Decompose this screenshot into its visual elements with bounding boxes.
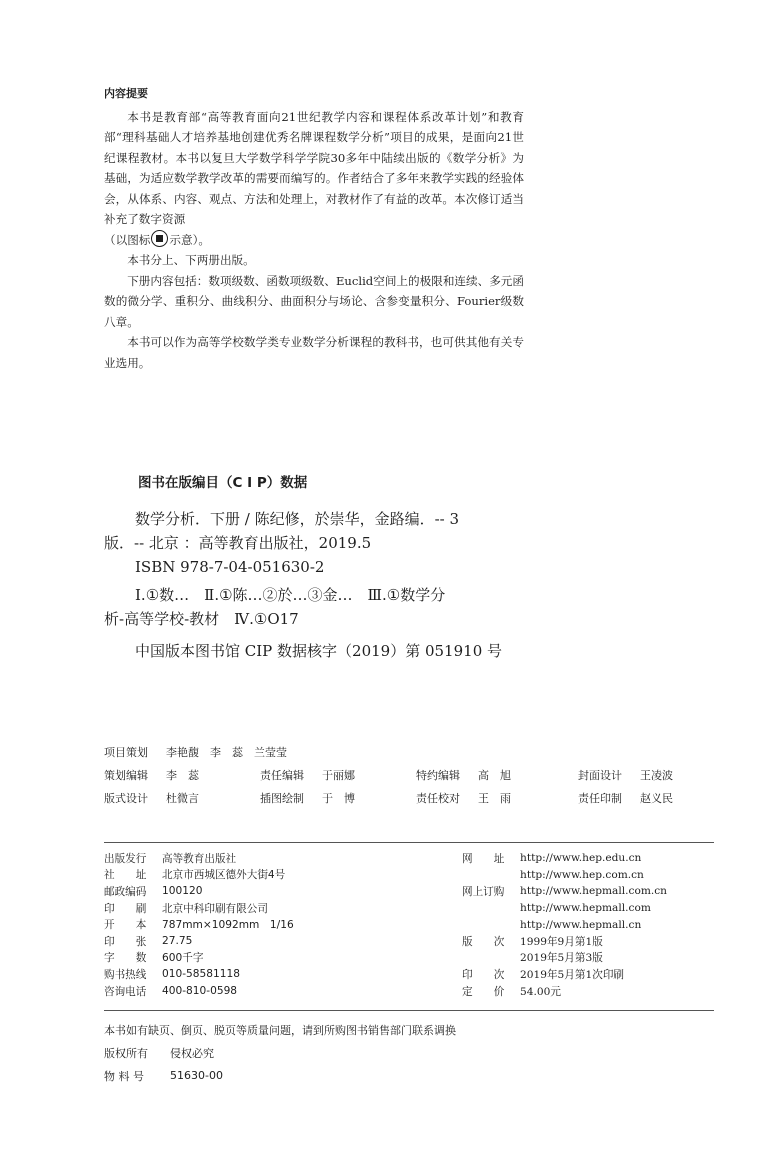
note-row <box>104 1064 456 1087</box>
pub-row <box>104 900 714 917</box>
pub-value: 400-810-0598 <box>162 985 238 998</box>
pub-key: 版 次 <box>462 935 505 948</box>
pub-row <box>104 933 714 950</box>
cip-number <box>104 639 534 663</box>
credit-row <box>104 763 673 786</box>
credit-key: 版式设计 <box>104 791 148 805</box>
pub-value: 787mm×1092mm 1/16 <box>162 919 294 932</box>
summary-paragraph: 本书分上、下两册出版。 <box>127 253 255 267</box>
summary-paragraph: 本书可以作为高等学校数学类专业数学分析课程的教科书，也可供其他有关专业选用。 <box>104 335 524 370</box>
credit-cell <box>260 790 416 806</box>
quality-note: 本书如有缺页、倒页、脱页等质量问题，请到所购图书销售部门联系调换 <box>104 1023 456 1037</box>
cip-line: 析-高等学校-教材 Ⅳ.①O17 <box>104 610 299 628</box>
pub-key: 社 址 <box>104 869 147 882</box>
pub-value: 北京中科印刷有限公司 <box>162 902 268 915</box>
credit-value: 王 雨 <box>478 791 511 805</box>
credits <box>104 740 673 809</box>
credit-key: 责任编辑 <box>260 768 304 782</box>
note-row <box>104 1041 456 1064</box>
pub-key: 邮政编码 <box>104 885 147 898</box>
pub-value: 2019年5月第1次印刷 <box>520 968 625 981</box>
credit-value: 赵义民 <box>640 791 673 805</box>
pub-key: 印 刷 <box>104 902 147 915</box>
pub-row <box>104 850 714 867</box>
pub-value: http://www.hepmall.com.cn <box>520 885 667 898</box>
summary-heading: 内容提要 <box>104 87 148 100</box>
credit-value: 杜微言 <box>166 791 199 805</box>
credit-key: 插图绘制 <box>260 791 304 805</box>
summary-paragraph: 本书是教育部“高等教育面向21世纪教学内容和课程体系改革计划”和教育部“理科基础人才培养基地创建优秀名牌课程数学分析”项目的成果，是面向21世纪课程教材。本书以复旦大学数学科学学院30多年中陆续出版的《数学分析》为基础，为适应数学教学改革的需要而编写的。作者结合了多年来教学实践的经验体会，从体系、内容、观点、方法和处理上，对教材作了有益的改革。本次修订适当补充了数字资源 <box>104 109 524 226</box>
cip-classification <box>104 583 534 631</box>
cip-line: ISBN 978-7-04-051630-2 <box>135 558 325 576</box>
pub-value: 高等教育出版社 <box>162 852 237 865</box>
pub-value: 100120 <box>162 885 203 898</box>
credit-row <box>104 786 673 809</box>
pub-value: http://www.hepmall.cn <box>520 918 642 931</box>
credit-value: 王凌波 <box>640 768 673 782</box>
publication-info <box>104 850 714 999</box>
credit-value: 李艳馥 李 蕊 兰莹莹 <box>166 745 287 759</box>
credit-key: 项目策划 <box>104 745 148 759</box>
credit-value: 李 蕊 <box>166 768 199 782</box>
credit-key: 责任校对 <box>416 791 460 805</box>
credit-key: 特约编辑 <box>416 768 460 782</box>
credit-cell <box>104 790 260 806</box>
credit-cell <box>260 767 416 783</box>
pub-value: 600千字 <box>162 952 204 965</box>
divider <box>104 842 714 843</box>
cip-line: 版．-- 北京 ：高等教育出版社，2019.5 <box>104 534 372 552</box>
pub-key: 网 址 <box>462 852 505 865</box>
pub-row <box>104 983 714 1000</box>
notes <box>104 1018 456 1087</box>
pub-row <box>104 950 714 967</box>
note-value: 51630-00 <box>170 1069 223 1082</box>
cip-title: 图书在版编目（C I P）数据 <box>138 475 308 491</box>
pub-row <box>104 916 714 933</box>
pub-value: 北京市西城区德外大街4号 <box>162 869 286 882</box>
credit-cell <box>416 767 578 783</box>
pub-key: 定 价 <box>462 985 505 998</box>
pub-value: 2019年5月第3版 <box>520 952 603 965</box>
credit-value: 于 博 <box>322 791 355 805</box>
credit-row <box>104 740 673 763</box>
credit-cell <box>578 767 673 783</box>
pub-key: 开 本 <box>104 919 147 932</box>
digital-resource-icon <box>151 230 168 247</box>
cip-line: 数学分析．下册 / 陈纪修，於崇华，金路编．-- 3 <box>135 510 460 528</box>
pub-key: 网上订购 <box>462 885 505 898</box>
pub-value: http://www.hep.edu.cn <box>520 852 642 865</box>
pub-value: 010-58581118 <box>162 968 240 981</box>
cip-line: Ⅰ.①数… Ⅱ.①陈…②於…③金… Ⅲ.①数学分 <box>135 586 446 604</box>
pub-row <box>104 883 714 900</box>
credit-value: 于丽娜 <box>322 768 355 782</box>
divider <box>104 1010 714 1011</box>
cip-line: 中国版本图书馆 CIP 数据核字（2019）第 051910 号 <box>135 642 503 660</box>
credit-key: 策划编辑 <box>104 768 148 782</box>
credit-key: 封面设计 <box>578 768 622 782</box>
summary-icon-line <box>104 230 524 251</box>
pub-key: 出版发行 <box>104 852 147 865</box>
pub-value: 27.75 <box>162 935 193 948</box>
pub-value: http://www.hep.com.cn <box>520 868 644 881</box>
credit-key: 责任印制 <box>578 791 622 805</box>
note-key: 物 料 号 <box>104 1069 144 1083</box>
summary-paragraph: 下册内容包括：数项级数、函数项级数、Euclid空间上的极限和连续、多元函数的微分学、重积分、曲线积分、曲面积分与场论、含参变量积分、Fourier级数八章。 <box>104 273 524 329</box>
credit-value: 高 旭 <box>478 768 511 782</box>
pub-value: 1999年9月第1版 <box>520 935 603 948</box>
pub-key: 咨询电话 <box>104 985 147 998</box>
credit-project <box>104 744 287 760</box>
credit-cell <box>104 767 260 783</box>
icon-line-after: 示意）。 <box>169 232 210 247</box>
content-summary <box>104 84 524 373</box>
credit-cell <box>578 790 673 806</box>
pub-key: 购书热线 <box>104 968 147 981</box>
cip-record <box>104 507 534 579</box>
note-value: 侵权必究 <box>170 1046 214 1060</box>
pub-key: 印 次 <box>462 968 505 981</box>
pub-key: 字 数 <box>104 952 147 965</box>
pub-row <box>104 966 714 983</box>
note-key: 版权所有 <box>104 1046 148 1060</box>
pub-value: 54.00元 <box>520 985 561 998</box>
pub-key: 印 张 <box>104 935 147 948</box>
pub-row <box>104 867 714 884</box>
credit-cell <box>416 790 578 806</box>
pub-value: http://www.hepmall.com <box>520 902 651 915</box>
icon-line-before: （以图标 <box>104 232 151 247</box>
